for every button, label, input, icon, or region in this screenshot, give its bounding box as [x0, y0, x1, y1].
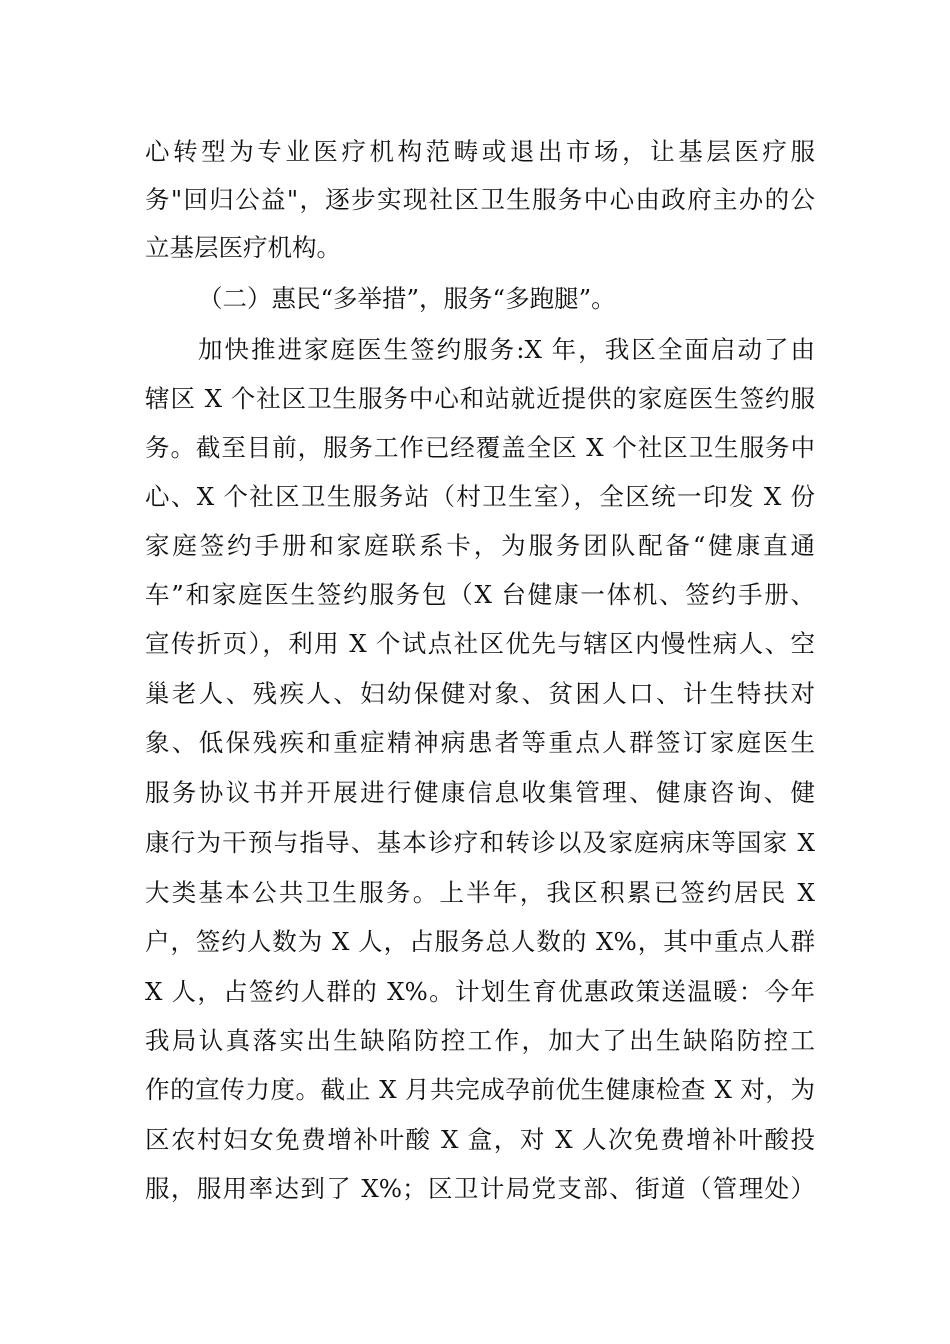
section-heading: （二）惠民“多举措”，服务“多跑腿”。: [198, 284, 616, 313]
body-text-line: 作的宣传力度。截止 X 月共完成孕前优生健康检查 X 对，为: [145, 1075, 815, 1104]
body-text-line: 心、X 个社区卫生服务站（村卫生室），全区统一印发 X 份: [145, 482, 815, 511]
body-text-line: 家庭签约手册和家庭联系卡，为服务团队配备“健康直通: [145, 531, 815, 560]
body-text-line: 象、低保残疾和重症精神病患者等重点人群签订家庭医生: [145, 728, 815, 757]
body-text-line: 车”和家庭医生签约服务包（X 台健康一体机、签约手册、: [145, 580, 815, 609]
body-text-line: 务。截至目前，服务工作已经覆盖全区 X 个社区卫生服务中: [145, 433, 815, 462]
body-text-line: 宣传折页），利用 X 个试点社区优先与辖区内慢性病人、空: [145, 629, 815, 658]
body-text-line: 务"回归公益"，逐步实现社区卫生服务中心由政府主办的公: [145, 185, 815, 214]
body-text-line: 康行为干预与指导、基本诊疗和转诊以及家庭病床等国家 X: [145, 828, 815, 857]
body-text-line: 立基层医疗机构。: [145, 233, 341, 262]
body-text-line: 大类基本公共卫生服务。上半年，我区积累已签约居民 X: [145, 878, 815, 907]
body-text-line: 加快推进家庭医生签约服务:X 年，我区全面启动了由: [198, 335, 815, 364]
body-text-line: 服务协议书并开展进行健康信息收集管理、健康咨询、健: [145, 778, 815, 807]
body-text-line: 巢老人、残疾人、妇幼保健对象、贫困人口、计生特扶对: [145, 679, 815, 708]
body-text-line: 心转型为专业医疗机构范畴或退出市场，让基层医疗服: [145, 137, 815, 166]
body-text-line: 服，服用率达到了 X%；区卫计局党支部、街道（管理处）: [145, 1174, 815, 1203]
body-text-line: 辖区 X 个社区卫生服务中心和站就近提供的家庭医生签约服: [145, 384, 815, 413]
body-text-line: 户，签约人数为 X 人，占服务总人数的 X%，其中重点人群: [145, 927, 815, 956]
body-text-line: 我局认真落实出生缺陷防控工作，加大了出生缺陷防控工: [145, 1026, 815, 1055]
body-text-line: X 人，占签约人群的 X%。计划生育优惠政策送温暖：今年: [145, 977, 815, 1006]
body-text-line: 区农村妇女免费增补叶酸 X 盒，对 X 人次免费增补叶酸投: [145, 1125, 815, 1154]
